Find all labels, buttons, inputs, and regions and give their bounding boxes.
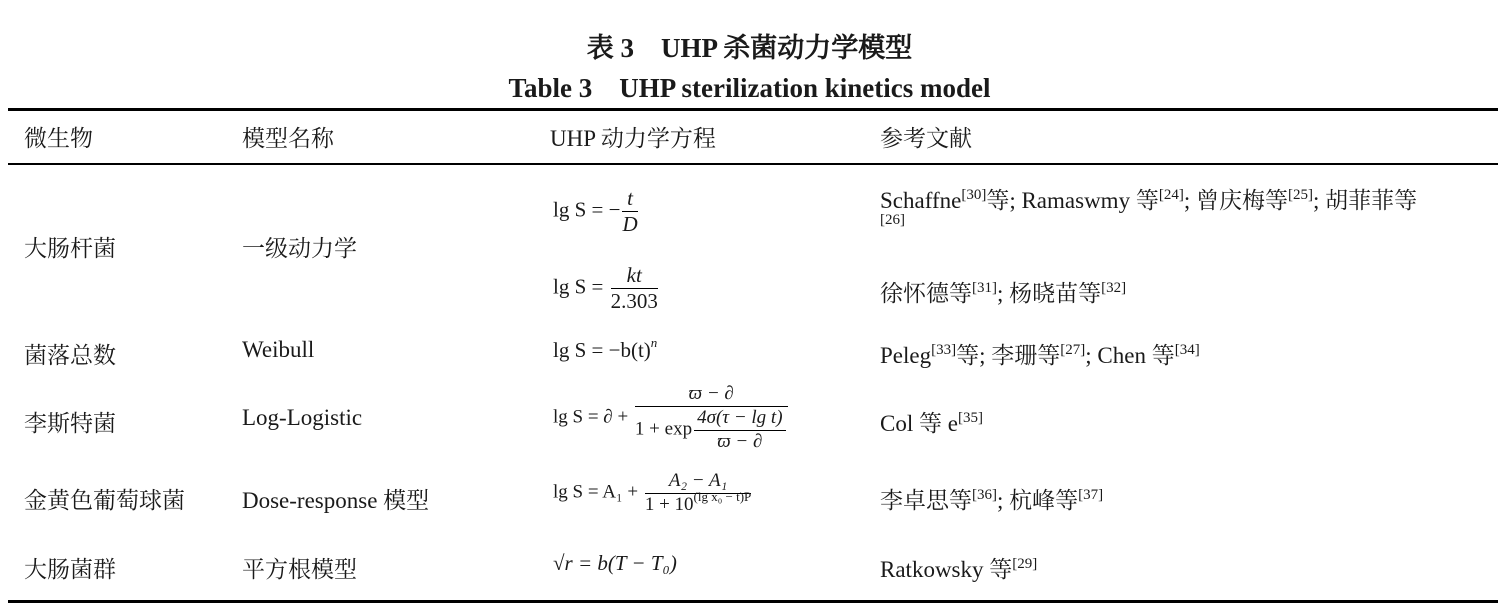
row-organism: 金黄色葡萄球菌 — [24, 488, 185, 513]
equation-weibull: $\lg S = -b(t)^n$ — [553, 335, 658, 362]
row-organism: 菌落总数 — [24, 343, 116, 368]
equation-log-logistic: lg S = ∂ + ϖ − ∂ 1 + exp $\frac{\text{4σ(τ − lg t)}}{ϖ - \partial}$ — [553, 383, 790, 453]
row-model: Dose-response 模型 — [242, 488, 430, 513]
equation-dose-response: lg S = A₁ + $\frac{\text{A₂ − A₁}}{1 + 10^{(lg x_0 - t)P}}$ — [553, 470, 752, 515]
row-refs: Schaffne[30]等; Ramaswmy 等[24]; 曾庆梅等[25]; 胡菲菲等 — [880, 187, 1418, 213]
equation-first-order-1: lg S = − $\frac{t}{D}$ — [553, 186, 638, 237]
row-refs-2: 徐怀德等[31]; 杨晓苗等[32] — [880, 280, 1127, 306]
row-model: 平方根模型 — [242, 557, 357, 582]
bottom-rule — [8, 600, 1498, 603]
header-rule — [8, 163, 1498, 165]
row-refs: Col 等 e[35] — [880, 410, 983, 436]
header-organism: 微生物 — [24, 126, 93, 151]
header-refs: 参考文献 — [880, 126, 972, 151]
equation-square-root: √r = b(T − T₀) — [553, 551, 677, 575]
top-rule — [8, 108, 1498, 111]
table-title-cn: 表 3 UHP 杀菌动力学模型 — [586, 33, 913, 63]
row-organism: 李斯特菌 — [24, 411, 116, 436]
ref-wrap: [26] — [880, 212, 905, 228]
header-equation: UHP 动力学方程 — [550, 126, 716, 151]
row-model: Log-Logistic — [242, 405, 363, 430]
row-model: Weibull — [242, 337, 315, 362]
row-model: 一级动力学 — [242, 236, 357, 261]
equation-first-order-2: lg S = $\frac{kt}{2.303}$ — [553, 263, 658, 314]
row-organism: 大肠杆菌 — [24, 236, 116, 261]
table-title-en: Table 3 UHP sterilization kinetics model — [508, 73, 991, 103]
header-model: 模型名称 — [242, 126, 334, 151]
row-refs: Ratkowsky 等[29] — [880, 556, 1038, 582]
row-refs: 李卓思等[36]; 杭峰等[37] — [880, 487, 1104, 513]
row-organism: 大肠菌群 — [24, 557, 116, 582]
row-refs: Peleg[33]等; 李珊等[27]; Chen 等[34] — [880, 342, 1200, 368]
